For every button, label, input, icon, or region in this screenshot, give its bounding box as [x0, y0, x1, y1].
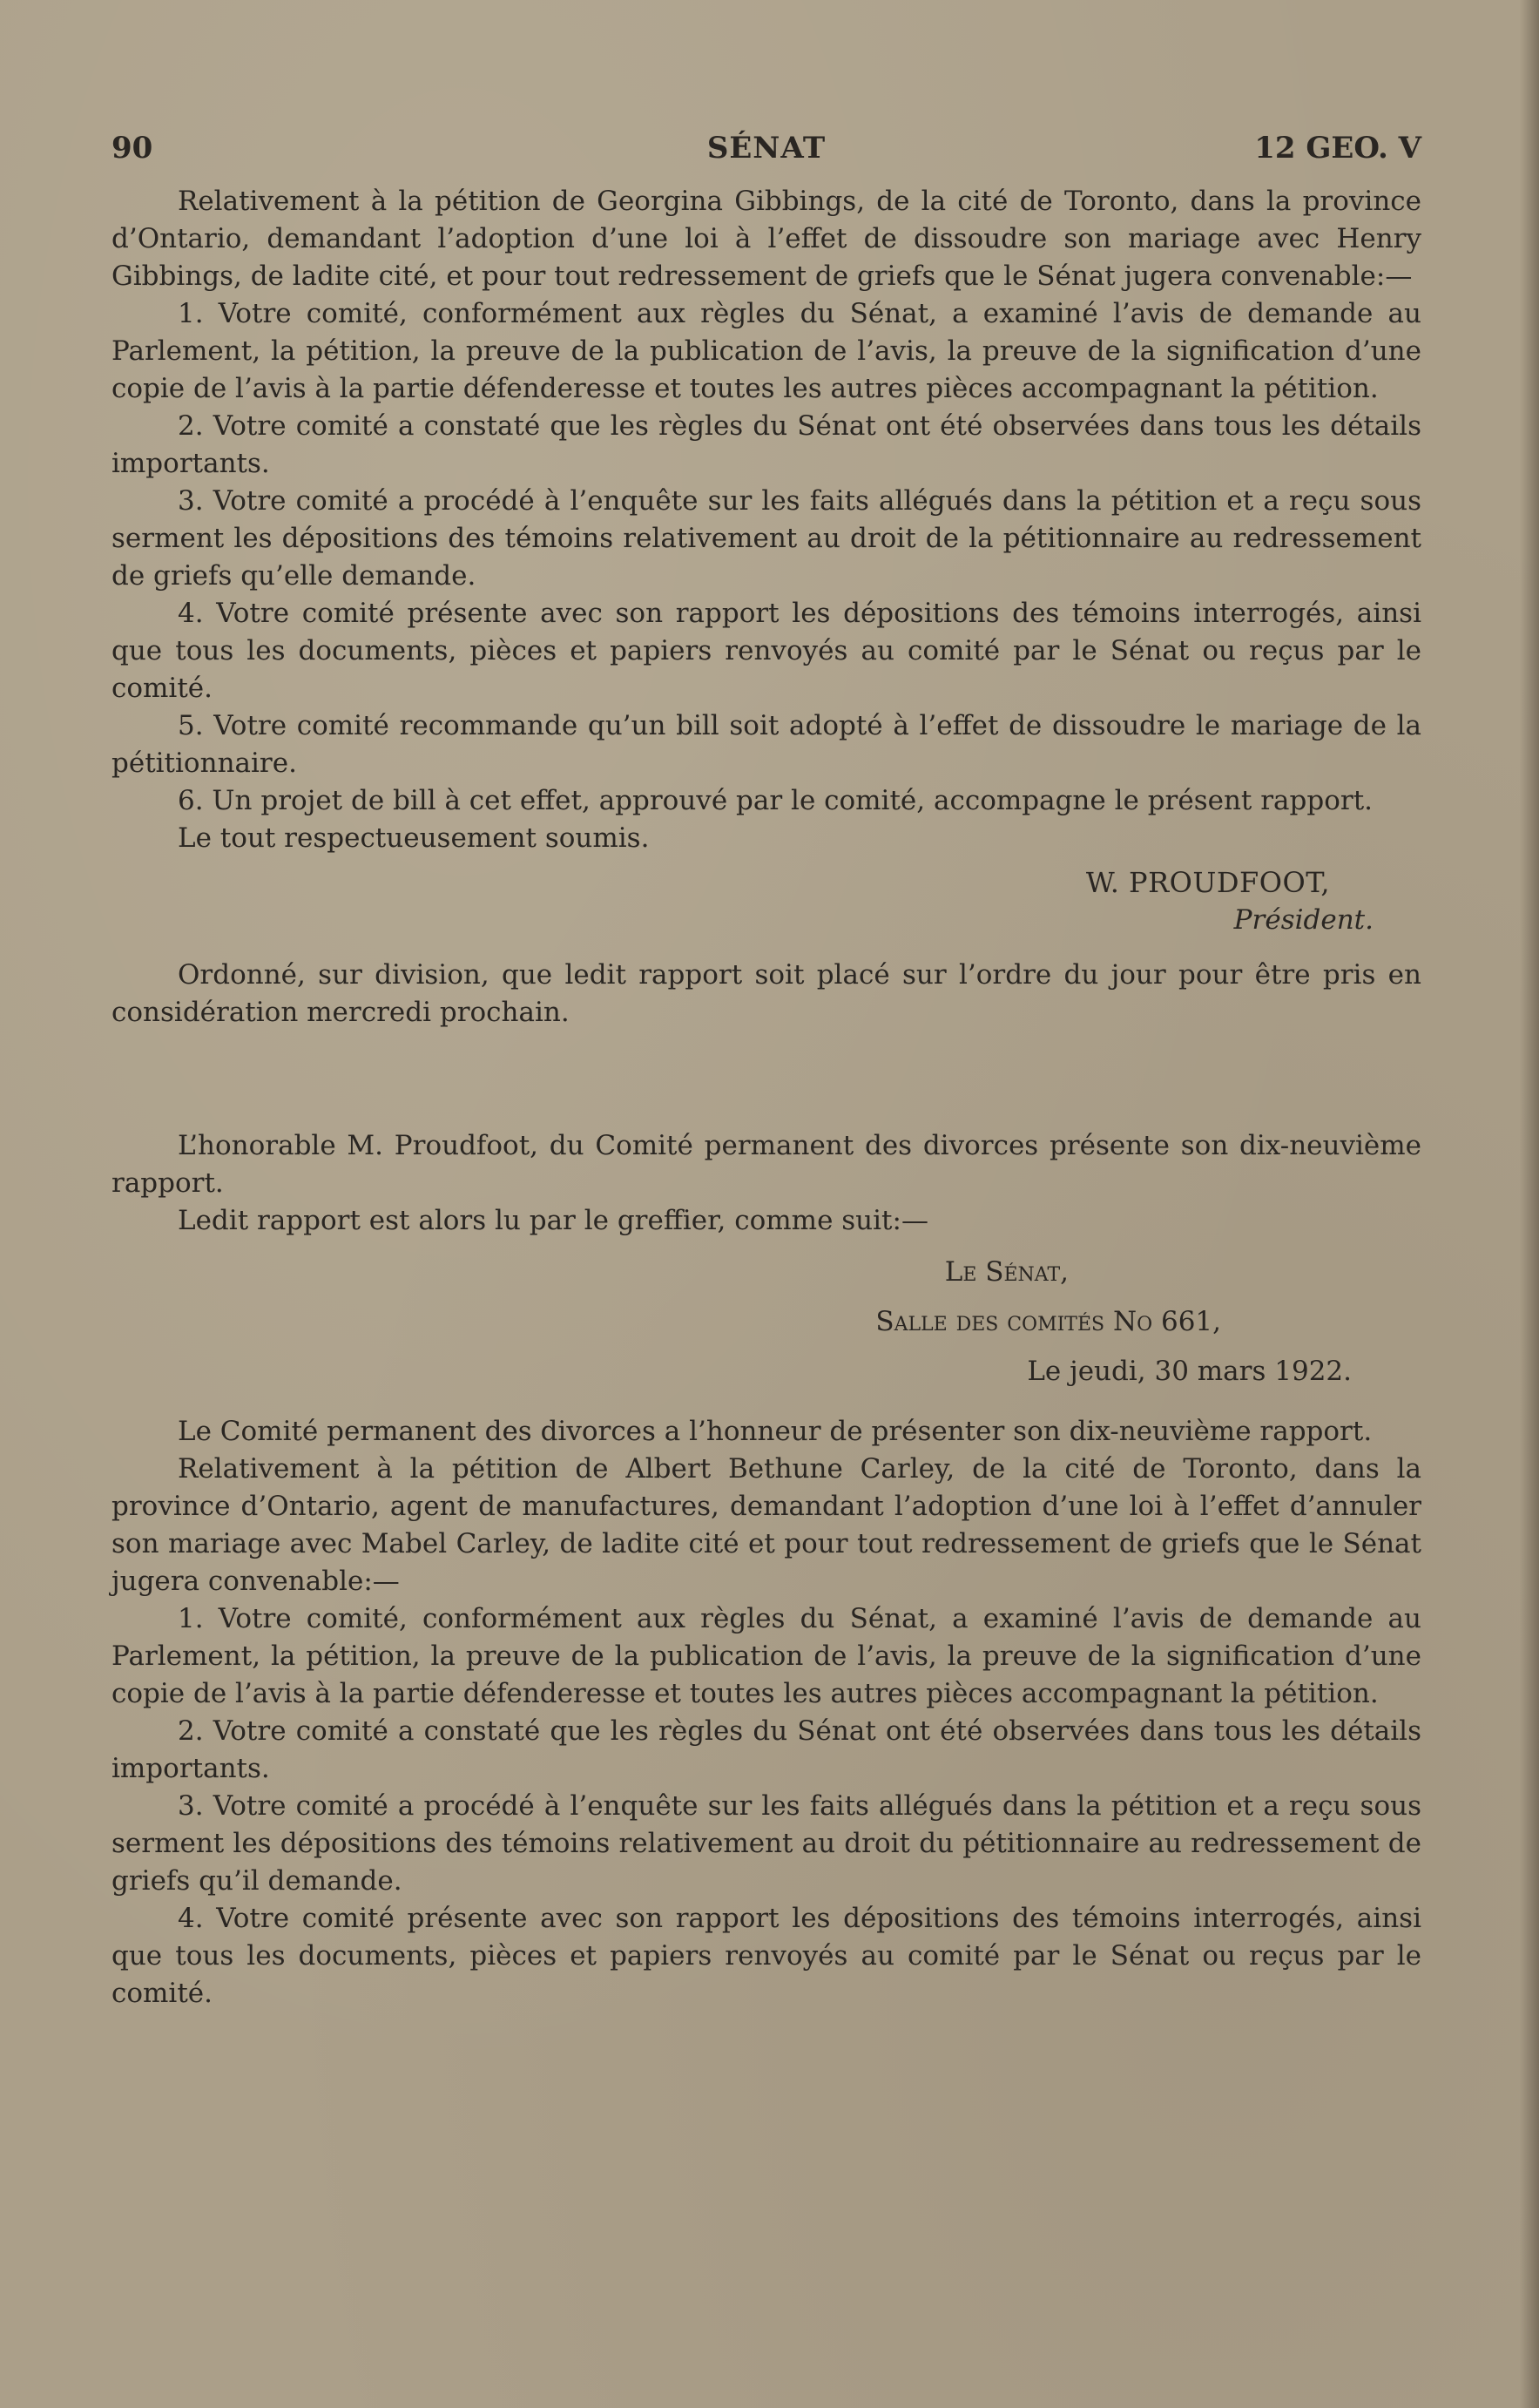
closing-line: Le tout respectueusement soumis. [178, 822, 650, 854]
first-report [111, 183, 1421, 1032]
presentation-paragraph: L’honorable M. Proudfoot, du Comité permanent des divorces présente son dix-neuvième rapport. [111, 1130, 1421, 1199]
report-item: 4. Votre comité présente avec son rapport les dépositions des témoins interrogés, ainsi que tous les documents, pièces et papiers renvoyés au comité par le Sénat ou reçus par le comité. [111, 1903, 1421, 2009]
report-item: 1. Votre comité, conformément aux règles du Sénat, a examiné l’avis de demande au Parlement, la pétition, la preuve de la publication de l’avis, la preuve de la signification d’une copie de l’avis à la partie défenderesse et toutes les autres pièces accompagnant la pétition. [111, 298, 1421, 404]
volume-label: 12 GEO. V [1254, 131, 1421, 166]
signature-title: Président. [1233, 904, 1374, 936]
report-item: 4. Votre comité présente avec son rapport les dépositions des témoins interrogés, ainsi que tous les documents, pièces et papiers renvoyés au comité par le Sénat ou reçus par le comité. [111, 598, 1421, 704]
petition-intro: Relativement à la pétition de Albert Bethune Carley, de la cité de Toronto, dans la province d’Ontario, agent de manufactures, demandant l’adoption d’une loi à l’effet d’annuler son mariage avec Mabel Carley, de ladite cité et pour tout redressement de griefs que le Sénat jugera convenable:— [111, 1453, 1421, 1597]
petition-intro: Relativement à la pétition de Georgina Gibbings, de la cité de Toronto, dans la province d’Ontario, demandant l’adoption d’une loi à l’effet de dissoudre son mariage avec Henry Gibbings, de ladite cité, et pour tout redressement de griefs que le Sénat jugera convenable:— [111, 186, 1421, 292]
report-item: 1. Votre comité, conformément aux règles du Sénat, a examiné l’avis de demande au Parlement, la pétition, la preuve de la publication de l’avis, la preuve de la signification d’une copie de l’avis à la partie défenderesse et toutes les autres pièces accompagnant la pétition. [111, 1603, 1421, 1709]
document-page [111, 131, 1421, 2012]
page-number: 90 [111, 131, 153, 166]
second-report [111, 1127, 1421, 2012]
address-senate: Le Sénat, [944, 1256, 1069, 1288]
page-edge-shadow [1520, 0, 1539, 2408]
signature-block [111, 864, 1421, 939]
running-head [111, 131, 1421, 183]
address-date: Le jeudi, 30 mars 1922. [1027, 1356, 1352, 1387]
address-room: Salle des comités No 661, [875, 1306, 1221, 1337]
report-opening: Le Comité permanent des divorces a l’honneur de présenter son dix-neuvième rapport. [178, 1416, 1373, 1447]
section-gap [111, 1032, 1421, 1127]
report-item: 2. Votre comité a constaté que les règles du Sénat ont été observées dans tous les détails importants. [111, 1715, 1421, 1784]
report-item: 3. Votre comité a procédé à l’enquête sur les faits allégués dans la pétition et a reçu sous serment les dépositions des témoins relativement au droit du pétitionnaire au redressement de griefs qu’il demande. [111, 1790, 1421, 1897]
report-item: 5. Votre comité recommande qu’un bill soit adopté à l’effet de dissoudre le mariage de la pétitionnaire. [111, 710, 1421, 779]
reading-paragraph: Ledit rapport est alors lu par le greffier, comme suit:— [178, 1205, 928, 1236]
report-item: 3. Votre comité a procédé à l’enquête sur les faits allégués dans la pétition et a reçu sous serment les dépositions des témoins relativement au droit de la pétitionnaire au redressement de griefs qu’elle demande. [111, 485, 1421, 592]
order-paragraph: Ordonné, sur division, que ledit rapport soit placé sur l’ordre du jour pour être pris en considération mercredi prochain. [111, 959, 1421, 1028]
signature-name: W. PROUDFOOT, [1085, 866, 1330, 899]
report-item: 6. Un projet de bill à cet effet, approuvé par le comité, accompagne le présent rapport. [178, 785, 1374, 816]
page-title: SÉNAT [706, 131, 827, 166]
report-item: 2. Votre comité a constaté que les règles du Sénat ont été observées dans tous les détails importants. [111, 410, 1421, 479]
